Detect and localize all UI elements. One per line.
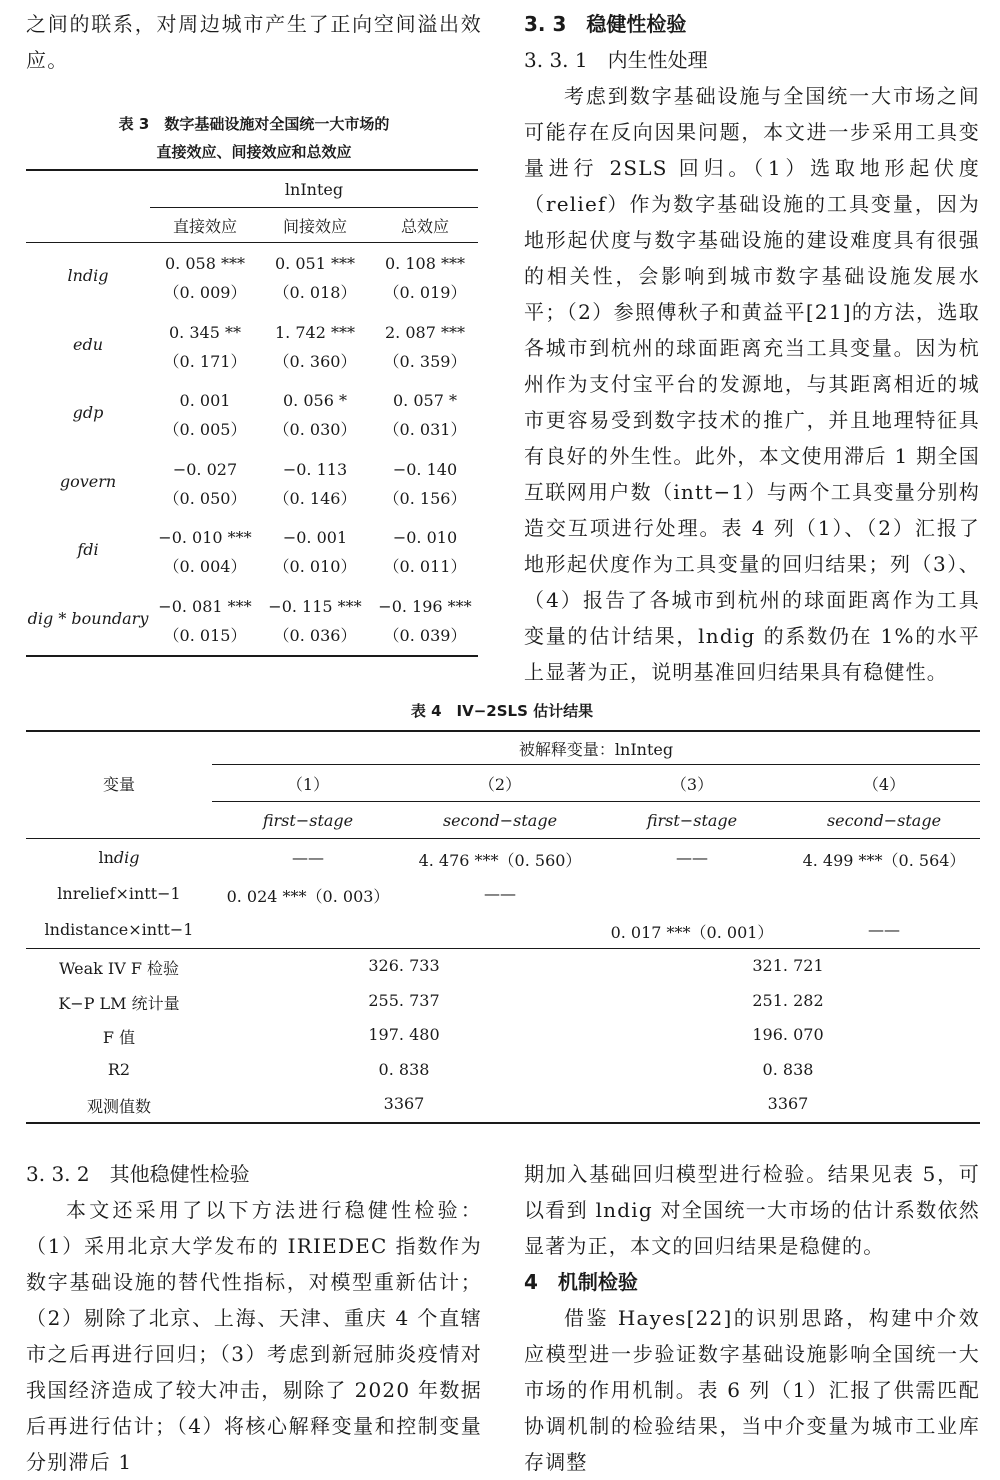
table4-bottom-rule — [26, 1122, 980, 1124]
table3-se: （0. 031） — [383, 420, 467, 439]
table3-coef: 2. 087 *** — [385, 322, 465, 342]
table4-stat-label: K−P LM 统计量 — [58, 993, 180, 1013]
table3-coef: −0. 196 *** — [378, 596, 472, 616]
table3-se: （0. 039） — [383, 625, 467, 645]
table4-row-relief-label: lnrelief×intt−1 — [57, 884, 181, 903]
table4-row-lndig-c3: —— — [676, 848, 708, 867]
table4-dep-rule — [212, 764, 980, 765]
table4-stage-3: first−stage — [646, 811, 738, 830]
table4-row-relief-c2: —— — [484, 884, 516, 903]
table4-caption: 表 4 IV−2SLS 估计结果 — [410, 702, 594, 720]
table3-coef: 1. 742 *** — [275, 322, 355, 342]
table4-var-header: 变量 — [102, 775, 135, 794]
table4-top-rule — [26, 730, 980, 732]
table4-stage-2: second−stage — [442, 811, 558, 830]
table3-se: （0. 156） — [383, 488, 467, 508]
table4-stat-value-a: 197. 480 — [368, 1025, 440, 1044]
table3-row-label: lndig — [67, 266, 109, 285]
table3-se: （0. 005） — [163, 420, 247, 439]
table4-header-rule — [26, 838, 980, 839]
table4-num-rule — [212, 801, 980, 802]
table3-row-label: edu — [72, 334, 103, 354]
table4-row-distance-c4: —— — [868, 920, 900, 939]
table3-se: （0. 010） — [273, 557, 357, 576]
table3-bottom-rule — [26, 655, 478, 657]
table4-stat-value-a: 326. 733 — [368, 956, 440, 975]
robustness-conclusion-paragraph: 期加入基础回归模型进行检验。结果见表 5，可以看到 lndig 对全国统一大市场的估计系数依然显著为正，本文的回归结果是稳健的。 — [524, 1162, 980, 1258]
table4-stat-value-a: 3367 — [383, 1094, 425, 1113]
table4-row-lndig-c4: 4. 499 ***（0. 564） — [802, 851, 966, 870]
section-4-heading: 4 机制检验 — [524, 1270, 638, 1294]
table4-dep-header: 被解释变量：lnInteg — [518, 740, 674, 759]
table3-coef: −0. 140 — [392, 459, 458, 479]
table3-se: （0. 036） — [273, 625, 357, 645]
table3-se: （0. 009） — [163, 283, 247, 302]
table3-se: （0. 011） — [383, 557, 467, 576]
table4-stat-label: Weak IV F 检验 — [58, 959, 180, 978]
table4-row-distance-c3: 0. 017 ***（0. 001） — [610, 923, 774, 942]
table3-coef: −0. 115 *** — [268, 596, 362, 616]
table4-stat-value-b: 0. 838 — [762, 1059, 814, 1079]
table3-coef: 0. 108 *** — [385, 254, 465, 273]
table3-caption-line2: 直接效应、间接效应和总效应 — [156, 143, 352, 161]
table3-se: （0. 018） — [273, 283, 357, 302]
subsection-3-3-2-heading: 3. 3. 2 其他稳健性检验 — [26, 1162, 250, 1186]
table4-stats-rule — [26, 948, 980, 949]
table4-stage-1: first−stage — [262, 811, 354, 830]
table3-coef: 0. 056 * — [283, 391, 347, 410]
table3-coef: −0. 081 *** — [158, 596, 252, 616]
table3-coef: 0. 001 — [179, 391, 231, 410]
table3-mid-rule — [150, 207, 478, 208]
table4-stat-value-b: 321. 721 — [752, 956, 824, 975]
table3-coef: −0. 027 — [172, 459, 238, 479]
table4-colnum-3: （3） — [670, 775, 714, 794]
table3-coef: −0. 001 — [282, 528, 348, 547]
table4-stat-label: R2 — [107, 1059, 131, 1079]
table4-stat-value-b: 3367 — [767, 1094, 809, 1113]
table3-col-direct: 直接效应 — [172, 217, 237, 236]
table4-colnum-2: （2） — [478, 775, 522, 794]
table4-colnum-1: （1） — [286, 775, 330, 794]
table3-se: （0. 171） — [163, 351, 247, 371]
table3-se: （0. 019） — [383, 283, 467, 302]
table3-coef: 0. 057 * — [393, 391, 457, 410]
table3-col-total: 总效应 — [400, 217, 449, 236]
table4-row-lndig-c2: 4. 476 ***（0. 560） — [418, 851, 582, 870]
table4-row-lndig-c1: —— — [292, 848, 324, 867]
table3-se: （0. 146） — [273, 488, 357, 508]
table3-se: （0. 030） — [273, 420, 357, 439]
table3-caption-line1: 表 3 数字基础设施对全国统一大市场的 — [118, 115, 390, 133]
table3-row-label: govern — [59, 471, 117, 491]
table3-se: （0. 004） — [163, 557, 247, 576]
table3-header-rule — [26, 242, 478, 243]
table3-se: （0. 050） — [163, 488, 247, 508]
table3-row-label: gdp — [72, 403, 104, 422]
table4-colnum-4: （4） — [862, 775, 906, 794]
table4-row-relief-c1: 0. 024 ***（0. 003） — [226, 887, 390, 906]
table3-coef: −0. 010 *** — [158, 528, 252, 547]
mechanism-paragraph: 借鉴 Hayes[22]的识别思路，构建中介效应模型进一步验证数字基础设施影响全国统一大市场的作用机制。表 6 列（1）汇报了供需匹配协调机制的检验结果，当中介变量为城市工业库存调整 — [524, 1306, 980, 1474]
table4-stat-value-b: 251. 282 — [752, 990, 824, 1010]
table3-coef: 0. 051 *** — [275, 254, 355, 273]
table3-col-indirect: 间接效应 — [282, 217, 347, 236]
table3-top-rule — [26, 169, 478, 171]
left-top-paragraph: 之间的联系，对周边城市产生了正向空间溢出效应。 — [26, 12, 482, 72]
table3-coef: −0. 010 — [392, 528, 458, 547]
table3-se: （0. 015） — [163, 625, 247, 645]
table3-dep-var: lnInteg — [284, 180, 344, 199]
table4-stage-4: second−stage — [826, 811, 942, 830]
endogeneity-paragraph: 考虑到数字基础设施与全国统一大市场之间可能存在反向因果问题，本文进一步采用工具变量进行 2SLS 回归。（1）选取地形起伏度（relief）作为数字基础设施的工具变量，因为地形起伏度与数字基础设施的建设难度具有很强的相关性，会影响到城市数字基础设施发展水平；（2）参照傅秋子和黄益平[21]的方法，选取各城市到杭州的球面距离充当工具变量。因为杭州作为支付宝平台的发源地，与其距离相近的城市更容易受到数字技术的推广，并且地理特征具有良好的外生性。此外，本文使用滞后 1 期全国互联网用户数（intt−1）与两个工具变量分别构造交互项进行处理。表 4 列（1）、（2）汇报了地形起伏度作为工具变量的回归结果；列（3）、（4）报告了各城市到杭州的球面距离作为工具变量的估计结果，lndig 的系数仍在 1%的水平上显著为正，说明基准回归结果具有稳健性。 — [524, 84, 980, 684]
table3-row-label: dig * boundary — [27, 608, 149, 628]
table4-stat-value-a: 0. 838 — [378, 1059, 430, 1079]
subsection-3-3-1-heading: 3. 3. 1 内生性处理 — [524, 48, 708, 72]
table3-row-label: fdi — [77, 540, 99, 559]
table3-se: （0. 359） — [383, 351, 467, 371]
table4-stat-value-b: 196. 070 — [752, 1025, 824, 1044]
table4-stat-value-a: 255. 737 — [368, 990, 440, 1010]
table4-row-lndig-label: lndig — [98, 848, 140, 867]
table4-stat-label: F 值 — [102, 1028, 136, 1047]
table3-caption — [26, 110, 482, 166]
table3-coef: 0. 345 ** — [169, 322, 241, 342]
section-3-3-heading: 3. 3 稳健性检验 — [524, 12, 687, 36]
table3-coef: 0. 058 *** — [165, 254, 245, 273]
table3-se: （0. 360） — [273, 351, 357, 371]
other-robustness-paragraph: 本文还采用了以下方法进行稳健性检验：（1）采用北京大学发布的 IRIEDEC 指数作为数字基础设施的替代性指标，对模型重新估计；（2）剔除了北京、上海、天津、重庆 4 个直辖市之后再进行回归；（3）考虑到新冠肺炎疫情对我国经济造成了较大冲击，剔除了 2020 年数据后再进行估计；（4）将核心解释变量和控制变量分别滞后 1 — [26, 1198, 482, 1474]
table4-row-distance-label: lndistance×intt−1 — [44, 920, 194, 939]
table4-stat-label: 观测值数 — [86, 1097, 151, 1116]
table3-coef: −0. 113 — [282, 459, 348, 479]
